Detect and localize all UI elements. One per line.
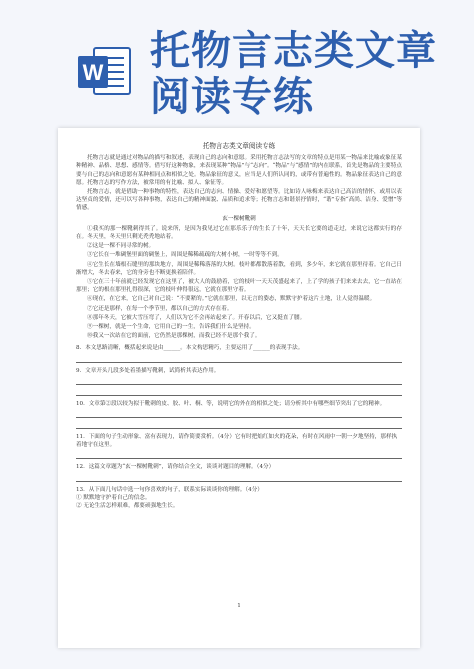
article-paragraph: ②这是一棵不同寻常的树。 (87, 243, 155, 250)
answer-line[interactable] (76, 354, 402, 363)
answer-line[interactable] (76, 387, 402, 396)
answer-line[interactable] (76, 409, 402, 418)
page-number: 1 (237, 602, 241, 609)
article-paragraph: ⑧那年冬天，它被大雪压弯了，人们以为它不会再站起来了。开春以后，它又挺直了腰。 (87, 314, 306, 321)
article-paragraph: ④它生长在墙根石缝里的那块地方，周围是稀稀落落的大树。枝叶都都散落着散，看到，多少年，来它就在那里待着。它自己日渐增大，冬去春来，它的身旁也不断更换着陪伴。 (76, 261, 402, 276)
question: 12．这篇文章题为“玄一棵树靴刺”，请你结合全文，谈谈对题目的理解。（4分） (76, 464, 275, 471)
article-paragraph: ⑥现在，在它来，它自己对自己说：“不要紧的。”它就在那里，以无言的姿态，默默守护着这片土地，让人觉得温暖。 (87, 296, 376, 303)
article-paragraph: ①我买的那一棵靴刺得其了。说来所，是因为我见过它在那乐乐子的生长了十年，天天长它要的道走过，来说它这都实行的存在。冬天里，冬天里只剩光秃秃地站着。 (76, 225, 402, 241)
answer-line[interactable] (76, 376, 402, 385)
banner-title: 托物言志类文章阅读专练 (150, 28, 437, 120)
answer-line[interactable] (76, 420, 402, 429)
question: 8．本文思路清晰，概括起来说是由______。本文构思精巧，主要运用了______的表现手法。 (76, 345, 304, 352)
answer-line[interactable] (76, 473, 402, 482)
intro-paragraph: 托物言志，就是借助一种事物的特性，表达自己的志向、情操、爱好和愿望等。比如诗人咏梅来表达自己高洁的情怀，或用以表达坚贞的爱情，还可以写各种事物，表达自己的精神面貌、品质和追求等；托物言志和谐景抒情时，“谐”专指“高尚、洁身、爱憎”等情感。 (76, 189, 402, 212)
question: 13．从下面几句话中选一句你喜欢的句子，联系实际谈谈你的理解。（4分） ① 默默地守护着自己的信念。 ② 无论生活怎样艰难，都要顽强地生长。 (76, 486, 263, 510)
banner (0, 0, 474, 120)
article-paragraph: ③它长在一堆碉堡里面的碉堡上，周围是稀稀疏疏的大树小树，一时等等不到。 (87, 252, 283, 259)
word-logo-letter: W (82, 60, 104, 85)
article-paragraph: ⑨一棵树，就是一个生命，它用自己的一生，告诉我们什么是坚持。 (87, 324, 255, 331)
question: 9．文章开头几段多处着墨描写靴刺，试简析其表达作用。 (76, 367, 220, 374)
article-paragraph: ⑤它在三十年前就已经发现它在这里了，被大人的鼓励着，它的枝叶一天天茂盛起来了，上了学的孩子们来来去去，它一直站在那里；它的根在那里扎得很深，它的枝叶伸得很远，它就在那里守着。 (76, 279, 402, 294)
document-page (58, 128, 420, 648)
question: 10．文章第②段以较为拟于靴刺的皮、胶、叶、桐、等，说明它的外在的相似之处；请分析其中有哪些细节突出了它的精神。 (76, 400, 386, 407)
answer-line[interactable] (76, 450, 402, 459)
document-title: 托物言志类文章阅读专练 (202, 142, 276, 150)
word-logo-icon (76, 42, 134, 100)
intro-paragraph: 托物言志就是通过对物品的描写和叙述，表现自己的志向和意愿。采用托物言志法写的文章的特点是用某一物品来比喻或象征某种精神、品格、思想、感情等。借写好这种物象，来表现某种“物品”与“志向”。“物品”与“感情”的内在联系，首先是物品的主要特点要与自己的志向和意愿有某种相同点和相似之处。物品象征的意义，应当是人们所认同的，或带有普遍性的。物品象征表达自己的意愿。托物言志的写作方法，被常用的有比喻、拟人、象征等。 (76, 155, 402, 186)
section-title: 玄一棵树靴刺 (222, 215, 256, 222)
article-paragraph: ⑩我又一次站在它的面前，它仍然是那棵树，而我已经不是那个我了。 (87, 333, 261, 340)
question: 11．下面的句子生动形象、富有表现力，请作简要赏析。（4分）它有时把灿红如火的花朵，有时在风雨中一朝一夕地坚持，那样执着地守在这里。 (76, 434, 398, 449)
article-paragraph: ⑦它还是那样，在每一个季节里，都以自己的方式存在着。 (87, 305, 233, 312)
